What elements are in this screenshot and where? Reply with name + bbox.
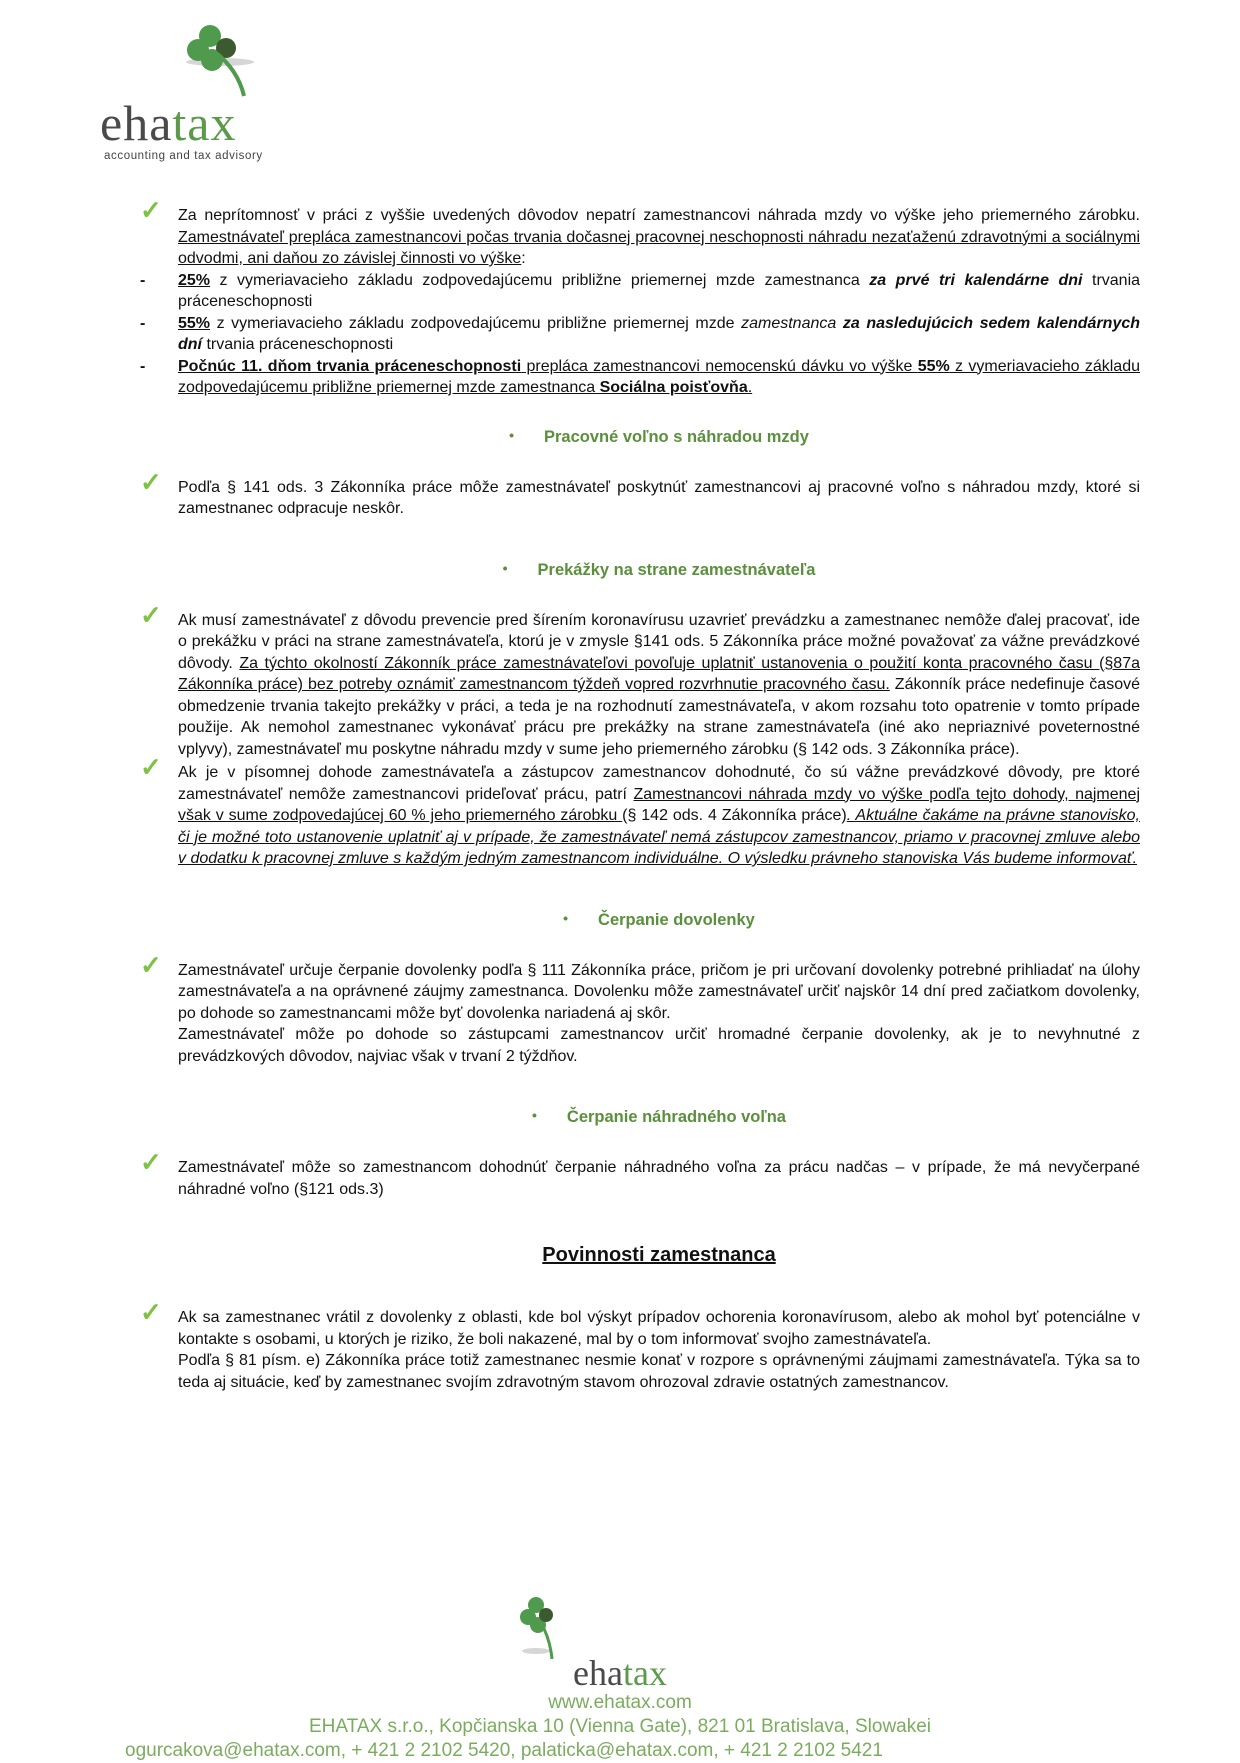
logo-tagline: accounting and tax advisory	[104, 150, 263, 162]
section-heading: • Prekážky na strane zamestnávateľa	[502, 559, 816, 579]
checkmark-icon: ✓	[140, 949, 162, 980]
list-item: - Počnúc 11. dňom trvania práceneschopnosti prepláca zamestnancovi nemocenskú dávku vo výške 55% z vymeriavacieho základu zodpovedajúcemu približne priemernej mzde zamestnanca Sociálna poisťovňa.	[140, 357, 1140, 396]
paragraph: ✓ Podľa § 141 ods. 3 Zákonníka práce môže zamestnávateľ poskytnúť zamestnancovi aj pracovné voľno s náhradou mzdy, ktoré si zamestnanec odpracuje neskôr.	[140, 466, 1140, 517]
obligations-heading: Povinnosti zamestnanca	[542, 1244, 776, 1266]
checkmark-icon: ✓	[140, 1297, 162, 1327]
footer-contacts: ogurcakova@ehatax.com, + 421 2 2102 5420, palaticka@ehatax.com, + 421 2 2102 5421	[125, 1740, 883, 1761]
section-heading: • Čerpanie dovolenky	[563, 909, 755, 929]
bullet-icon: •	[509, 426, 514, 443]
paragraph: Zamestnávateľ môže po dohode so zástupcami zamestnancov určiť hromadné čerpanie dovolenky, ak je to nevyhnutné z prevádzkových dôvodov, najviac však v trvaní 2 týždňov.	[178, 1026, 1140, 1065]
bullet-icon: •	[532, 1107, 537, 1123]
list-item: - 55% z vymeriavacieho základu zodpovedajúcemu približne priemernej mzde zamestnanca za nasledujúcich sedem kalendárnych dní trvania práceneschopnosti	[140, 314, 1141, 353]
clover-logo-icon	[510, 1593, 570, 1663]
paragraph: ✓ Zamestnávateľ môže so zamestnancom dohodnúť čerpanie náhradného voľna za prácu nadčas – v prípade, že má nevyčerpané náhradné voľno (§121 ods.3)	[140, 1147, 1140, 1198]
sick-pay-list	[140, 270, 1141, 399]
bullet-icon: •	[563, 909, 569, 926]
footer-website[interactable]: www.ehatax.com	[548, 1692, 692, 1713]
paragraph: ✓ Ak musí zamestnávateľ z dôvodu prevencie pred šírením koronavírusu uzavrieť prevádzku a zamestnanec nemôže ďalej pracovať, ide o prekážku v práci na strane zamestnávateľa, ktorú je v zmysle §141 ods. 5 Zákonníka práce možné považovať za vážne prevádzkové dôvody. Za týchto okolností Zákonník práce zamestnávateľovi povoľuje uplatniť ustanovenia o použití konta pracovného času (§87a Zákonníka práce) bez potreby oznámiť zamestnancom týždeň vopred rozvrhnutie pracovného času. Zákonník práce nedefinuje časové obmedzenie trvania takejto prekážky v práci, a teda je na rozhodnutí zamestnávateľa, v akom rozsahu toto opatrenie v tomto prípade použije. Ak nemohol zamestnanec vykonávať prácu pre prekážky na strane zamestnávateľa (iné ako nepriaznivé poveternostné vplyvy), zamestnávateľ mu poskytne náhradu mzdy v sume jeho priemerného zárobku (§ 142 ods. 3 Zákonníka práce).	[140, 599, 1141, 758]
clover-logo-icon	[160, 22, 270, 102]
section-heading: • Pracovné voľno s náhradou mzdy	[509, 426, 809, 446]
paragraph: ✓ Zamestnávateľ určuje čerpanie dovolenky podľa § 111 Zákonníka práce, pričom je pri určovaní dovolenky potrebné prihliadať na úlohy zamestnávateľa a na oprávnené záujmy zamestnanca. Dovolenku môže zamestnávateľ určiť najskôr 14 dní pred začiatkom dovolenky, po dohode so zamestnancami môže byť dovolenka nariadená aj skôr.	[140, 949, 1140, 1022]
document-body	[140, 195, 1141, 1393]
footer-wordmark: ehatax	[573, 1653, 667, 1693]
footer-address: EHATAX s.r.o., Kopčianska 10 (Vienna Gate), 821 01 Bratislava, Slowakei	[308, 1716, 932, 1737]
footer	[0, 1585, 1240, 1763]
checkmark-icon: ✓	[140, 466, 162, 497]
bullet-icon: •	[502, 559, 508, 576]
paragraph: ✓ Ak sa zamestnanec vrátil z dovolenky z oblasti, kde bol výskyt prípadov ochorenia koronavírusom, alebo ak mohol byť potenciálne v kontakte s osobami, u ktorých je riziko, že boli nakazené, mal by o tom informovať svojho zamestnávateľa.	[140, 1297, 1140, 1348]
paragraph: ✓ Ak je v písomnej dohode zamestnávateľa a zástupcov zamestnancov dohodnuté, čo sú vážne prevádzkové dôvody, pre ktoré zamestnávateľ nemôže zamestnancovi prideľovať prácu, patrí Zamestnancovi náhrada mzdy vo výške podľa tejto dohody, najmenej však v sume zodpovedajúcej 60 % jeho priemerného zárobku (§ 142 ods. 4 Zákonníka práce). Aktuálne čakáme na právne stanovisko, či je možné toto ustanovenie uplatniť aj v prípade, že zamestnávateľ nemá zástupcov zamestnancov, priamo v pracovnej zmluve alebo v dodatku k pracovnej zmluve s každým jedným zamestnancom individuálne. O výsledku právneho stanoviska Vás budeme informovať.	[140, 752, 1141, 867]
checkmark-icon: ✓	[140, 752, 162, 782]
intro-paragraph: ✓ Za neprítomnosť v práci z vyššie uvedených dôvodov nepatrí zamestnancovi náhrada mzdy vo výške jeho priemerného zárobku. Zamestnávateľ prepláca zamestnancovi počas trvania dočasnej pracovnej neschopnosti náhradu nezaťaženú zdravotnými a sociálnymi odvodmi, ani daňou zo závislej činnosti vo výške:	[140, 195, 1140, 267]
list-item: - 25% z vymeriavacieho základu zodpovedajúcemu približne priemernej mzde zamestnanca za prvé tri kalendárne dni trvania práceneschopnosti	[140, 271, 1141, 310]
logo-wordmark: ehatax	[100, 95, 237, 151]
checkmark-icon: ✓	[140, 599, 162, 630]
checkmark-icon: ✓	[140, 195, 162, 225]
paragraph: Podľa § 81 písm. e) Zákonníka práce totiž zamestnanec nesmie konať v rozpore s oprávnenými záujmami zamestnávateľa. Týka sa to teda aj situácie, keď by zamestnanec svojím zdravotným stavom ohrozoval zdravie ostatných zamestnancov.	[178, 1352, 1140, 1391]
section-heading: • Čerpanie náhradného voľna	[532, 1107, 786, 1126]
header-logo	[100, 22, 300, 162]
checkmark-icon: ✓	[140, 1147, 162, 1177]
